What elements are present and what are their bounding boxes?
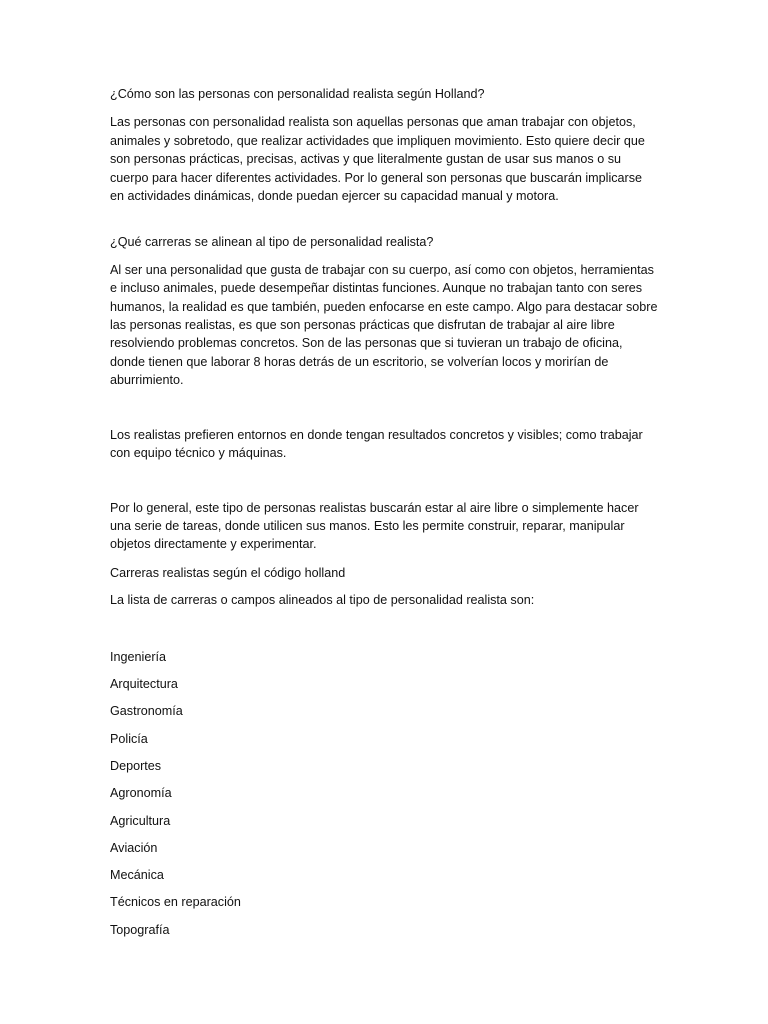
document-body xyxy=(110,85,658,948)
list-item: Agronomía xyxy=(110,786,172,801)
list-item: Aviación xyxy=(110,840,158,855)
list-item: Ingeniería xyxy=(110,649,167,664)
list-item: Agricultura xyxy=(110,813,171,828)
paragraph-carreras-codigo: Carreras realistas según el código holland xyxy=(110,565,346,580)
paragraph-aire-libre: Por lo general, este tipo de personas realistas buscarán estar al aire libre o simplemente hacer una serie de tareas, donde utilicen sus manos. Esto les permite construir, reparar, manipular objetos directamente y experimentar. xyxy=(110,500,639,552)
list-item: Policía xyxy=(110,731,148,746)
list-item: Gastronomía xyxy=(110,704,183,719)
career-list xyxy=(110,648,658,940)
list-item: Arquitectura xyxy=(110,676,178,691)
list-item: Topografía xyxy=(110,922,170,937)
paragraph-entornos: Los realistas prefieren entornos en donde tengan resultados concretos y visibles; como trabajar con equipo técnico y máquinas. xyxy=(110,427,643,461)
paragraph-lista-intro: La lista de carreras o campos alineados al tipo de personalidad realista son: xyxy=(110,593,535,608)
paragraph-descripcion: Las personas con personalidad realista son aquellas personas que aman trabajar con objetos, animales y sobretodo, que realizar actividades que impliquen movimiento. Esto quiere decir que son personas prácticas, precisas, activas y que literalmente gustan de usar sus manos o su cuerpo para hacer diferentes actividades. Por lo general son personas que buscarán implicarse en actividades dinámicas, donde puedan ejercer su capacidad manual y motora. xyxy=(110,115,645,204)
heading-carreras: ¿Qué carreras se alinean al tipo de personalidad realista? xyxy=(110,235,434,250)
heading-personalidad-realista: ¿Cómo son las personas con personalidad realista según Holland? xyxy=(110,87,485,101)
list-item: Técnicos en reparación xyxy=(110,895,241,910)
list-item: Deportes xyxy=(110,758,162,773)
paragraph-funciones: Al ser una personalidad que gusta de trabajar con su cuerpo, así como con objetos, herramientas e incluso animales, puede desempeñar distintas funciones. Aunque no trabajan tanto con seres humanos, la realidad es que también, pueden enfocarse en este campo. Algo para destacar sobre las personas realistas, es que son personas prácticas que disfrutan de trabajar al aire libre resolviendo problemas concretos. Son de las personas que si tuvieran un trabajo de oficina, donde tienen que laborar 8 horas detrás de un escritorio, se volverían locos y morirían de aburrimiento. xyxy=(110,262,658,388)
list-item: Mecánica xyxy=(110,868,164,883)
